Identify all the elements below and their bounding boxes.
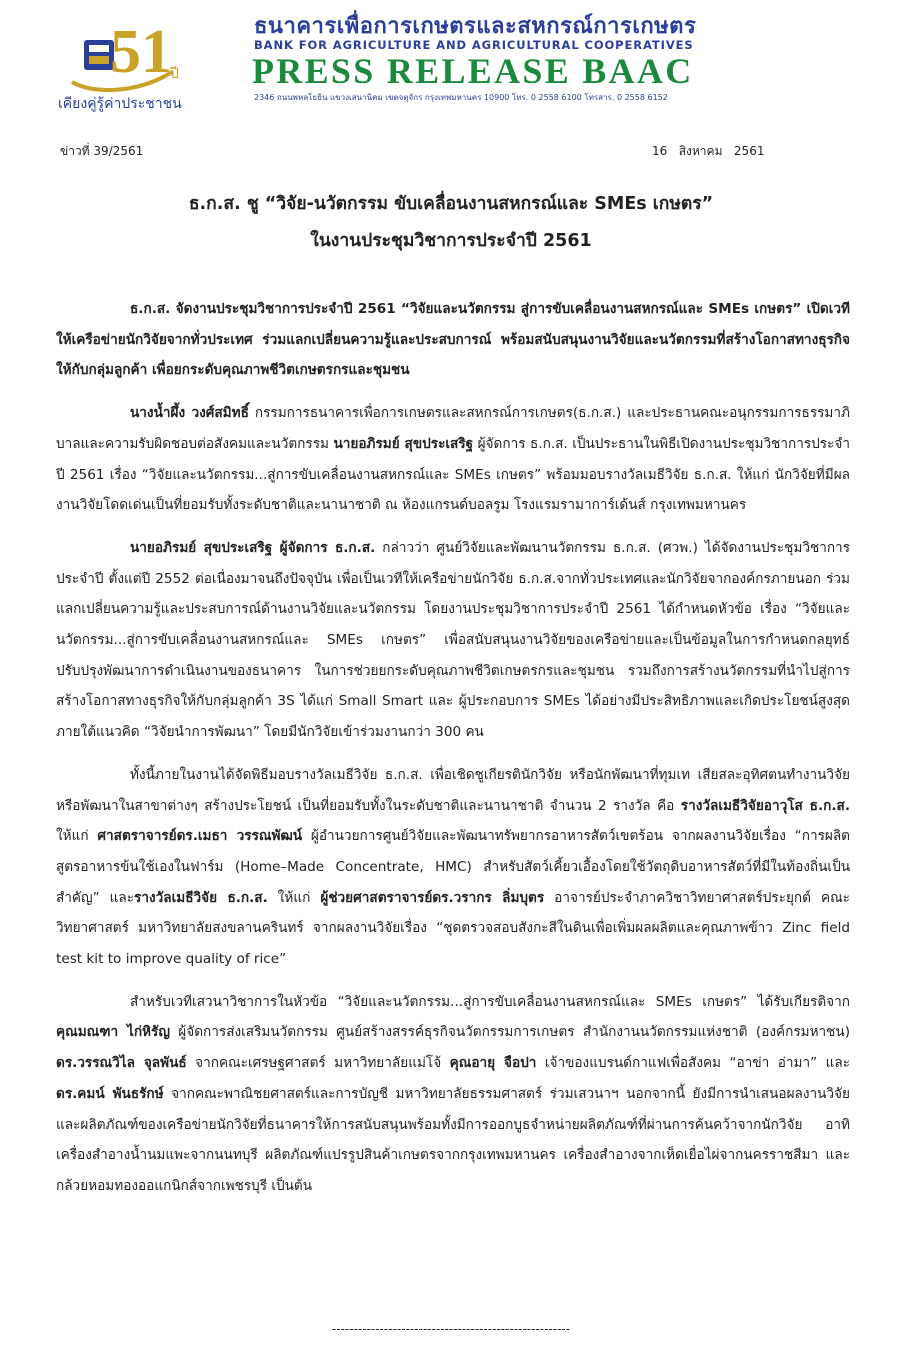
headline-line-2: ในงานประชุมวิชาการประจำปี 2561: [310, 231, 592, 251]
person-name: ดร.คมน์ พันธรักษ์: [56, 1085, 164, 1102]
svg-text:51: 51: [110, 18, 172, 86]
award-name: รางวัลเมธีวิจัยอาวุโส ธ.ก.ส.: [680, 797, 850, 814]
press-header: [0, 0, 902, 130]
headline: [60, 186, 842, 260]
article-body: [56, 294, 850, 1202]
award-name: รางวัลเมธีวิจัย ธ.ก.ส.: [134, 889, 268, 906]
news-number: ข่าวที่ 39/2561: [60, 144, 144, 158]
paragraph-lead: ธ.ก.ส. จัดงานประชุมวิชาการประจำปี 2561 “วิจัยและนวัตกรรม สู่การขับเคลื่อนงานสหกรณ์และ SMEs เกษตร” เปิดเวทีให้เครือข่ายนักวิจัยจากทั่วประเทศ ร่วมแลกเปลี่ยนความรู้และประสบการณ์ พร้อมสนับสนุนงานวิจัยและนวัตกรรมที่สร้างโอกาสทางธุรกิจให้กับกลุ่มลูกค้า เพื่อยกระดับคุณภาพชีวิตเกษตรกรและชุมชน: [56, 301, 850, 379]
bank-name-thai: ธนาคารเพื่อการเกษตรและสหกรณ์การเกษตร: [254, 14, 697, 39]
svg-text:ปี: ปี: [170, 66, 179, 82]
headline-line-1: ธ.ก.ส. ชู “วิจัย-นวัตกรรม ขับเคลื่อนงานสหกรณ์และ SMEs เกษตร”: [188, 194, 714, 214]
press-release-title: PRESS RELEASE BAAC: [252, 51, 694, 91]
paragraph-5: สำหรับเวทีเสวนาวิชาการในหัวข้อ “วิจัยและนวัตกรรม...สู่การขับเคลื่อนงานสหกรณ์และ SMEs เกษตร” ได้รับเกียรติจาก คุณมณฑา ไก่หิรัญ ผู้จัดการส่งเสริมนวัตกรรม ศูนย์สร้างสรรค์ธุรกิจนวัตกรรมการเกษตร สำนักงานนวัตกรรมแห่งชาติ (องค์กรมหาชน) ดร.วรรณวิไล จุลพันธ์ จากคณะเศรษฐศาสตร์ มหาวิทยาลัยแม่โจ้ คุณอายุ จือปา เจ้าของแบรนด์กาแฟเพื่อสังคม “อาข่า อ่ามา” และ ดร.คมน์ พันธรักษ์ จากคณะพาณิชยศาสตร์และการบัญชี มหาวิทยาลัยธรรมศาสตร์ ร่วมเสวนาฯ นอกจากนี้ ยังมีการนำเสนอผลงานวิจัยและผลิตภัณฑ์ของเครือข่ายนักวิจัยที่ธนาคารให้การสนับสนุนพร้อมทั้งมีการออกบูธจำหน่ายผลิตภัณฑ์ที่ผ่านการค้นคว้าจากนักวิจัย อาทิ เครื่องสำอางน้ำนมแพะจากนนทบุรี ผลิตภัณฑ์แปรรูปสินค้าเกษตรจากกรุงเทพมหานคร เครื่องสำอางจากเห็ดเยื่อไผ่จากนครราชสีมา และกล้วยหอมทองออแกนิกส์จากเพชรบุรี เป็นต้น: [56, 993, 850, 1194]
person-name: คุณมณฑา ไก่หิรัญ: [56, 1024, 170, 1041]
end-rule: -------------------------------------------------------: [331, 1322, 571, 1336]
paragraph-4: ทั้งนี้ภายในงานได้จัดพิธีมอบรางวัลเมธีวิจัย ธ.ก.ส. เพื่อเชิดชูเกียรตินักวิจัย หรือนักพัฒนาที่ทุมเท เสียสละอุทิศตนทำงานวิจัยหรือพัฒนาในสาขาต่างๆ สร้างประโยชน์ เป็นที่ยอมรับทั้งในระดับชาติและนานาชาติ จำนวน 2 รางวัล คือ รางวัลเมธีวิจัยอาวุโส ธ.ก.ส. ให้แก่ ศาสตราจารย์ดร.เมธา วรรณพัฒน์ ผู้อำนวยการศูนย์วิจัยและพัฒนาทรัพยากรอาหารสัตว์เขตร้อน จากผลงานวิจัยเรื่อง “การผลิตสูตรอาหารข้นใช้เองในฟาร์ม (Home–Made Concentrate, HMC) สำหรับสัตว์เคี้ยวเอื้องโดยใช้วัตถุดิบอาหารสัตว์ที่มีในท้องถิ่นเป็นสำคัญ” และรางวัลเมธีวิจัย ธ.ก.ส. ให้แก่ ผู้ช่วยศาสตราจารย์ดร.วรากร ลิ่มบุตร อาจารย์ประจำภาควิชาวิทยาศาสตร์ประยุกต์ คณะวิทยาศาสตร์ มหาวิทยาลัยสงขลานครินทร์ จากผลงานวิจัยเรื่อง “ชุดตรวจสอบสังกะสีในดินเพื่อเพิ่มผลผลิตและคุณภาพข้าว Zinc field test kit to improve quality of rice”: [56, 766, 851, 968]
release-date: 16 สิงหาคม 2561: [652, 144, 765, 158]
person-name: นางน้ำผึ้ง วงศ์สมิทธิ์: [130, 405, 249, 422]
logo-tagline: เคียงคู่รู้ค่าประชาชน: [58, 96, 182, 112]
paragraph-2: นางน้ำผึ้ง วงศ์สมิทธิ์ กรรมการธนาคารเพื่อการเกษตรและสหกรณ์การเกษตร(ธ.ก.ส.) และประธานคณะอนุกรรมการธรรมาภิบาลและความรับผิดชอบต่อสังคมและนวัตกรรม นายอภิรมย์ สุขประเสริฐ ผู้จัดการ ธ.ก.ส. เป็นประธานในพิธีเปิดงานประชุมวิชาการประจำปี 2561 เรื่อง “วิจัยและนวัตกรรม...สู่การขับเคลื่อนงานสหกรณ์และ SMEs เกษตร” พร้อมมอบรางวัลเมธีวิจัย ธ.ก.ส. ให้แก่ นักวิจัยที่มีผลงานวิจัยโดดเด่นเป็นที่ยอมรับทั้งระดับชาติและนานาชาติ ณ ห้องแกรนด์บอลรูม โรงแรมรามาการ์เด้นส์ กรุงเทพมหานคร: [56, 405, 850, 514]
paragraph-3: นายอภิรมย์ สุขประเสริฐ ผู้จัดการ ธ.ก.ส. กล่าวว่า ศูนย์วิจัยและพัฒนานวัตกรรม ธ.ก.ส. (ศวพ.) ได้จัดงานประชุมวิชาการประจำปี ตั้งแต่ปี 2552 ต่อเนื่องมาจนถึงปัจจุบัน เพื่อเป็นเวทีให้เครือข่ายนักวิจัย ธ.ก.ส.จากทั่วประเทศและนักวิจัยจากองค์กรภายนอก ร่วมแลกเปลี่ยนความรู้และประสบการณ์ด้านงานวิจัยและนวัตกรรม โดยงานประชุมวิชาการประจำปี 2561 ได้กำหนดหัวข้อ เรื่อง “วิจัยและนวัตกรรม...สู่การขับเคลื่อนงานสหกรณ์และ SMEs เกษตร” เพื่อสนับสนุนงานวิจัยของเครือข่ายและเป็นข้อมูลในการกำหนดกลยุทธ์ ปรับปรุงพัฒนาการดำเนินงานของธนาคาร ในการช่วยยกระดับคุณภาพชีวิตเกษตรกรและชุมชน รวมถึงการสร้างนวัตกรรมที่นำไปสู่การสร้างโอกาสทางธุรกิจให้กับกลุ่มลูกค้า 3S ได้แก่ Small Smart และ ผู้ประกอบการ SMEs ได้อย่างมีประสิทธิภาพและเกิดประโยชน์สูงสุด ภายใต้แนวคิด “วิจัยนำการพัฒนา” โดยมีนักวิจัยเข้าร่วมงานกว่า 300 คน: [56, 539, 850, 741]
bank-address: 2346 ถนนพหลโยธิน แขวงเสนานิคม เขตจตุจักร กรุงเทพมหานคร 10900 โทร. 0 2558 6100 โทรสาร. 0 2558 6152: [254, 93, 668, 102]
person-name: ผู้ช่วยศาสตราจารย์ดร.วรากร ลิ่มบุตร: [320, 889, 545, 906]
person-name: นายอภิรมย์ สุขประเสริฐ: [333, 435, 474, 452]
person-name: นายอภิรมย์ สุขประเสริฐ ผู้จัดการ ธ.ก.ส.: [130, 539, 376, 556]
bank-name-english: BANK FOR AGRICULTURE AND AGRICULTURAL COOPERATIVES: [254, 38, 694, 52]
person-name: คุณอายุ จือปา: [449, 1055, 537, 1072]
person-name: ดร.วรรณวิไล จุลพันธ์: [56, 1055, 187, 1072]
logo-graphic: [62, 12, 192, 96]
person-name: ศาสตราจารย์ดร.เมธา วรรณพัฒน์: [97, 828, 303, 845]
